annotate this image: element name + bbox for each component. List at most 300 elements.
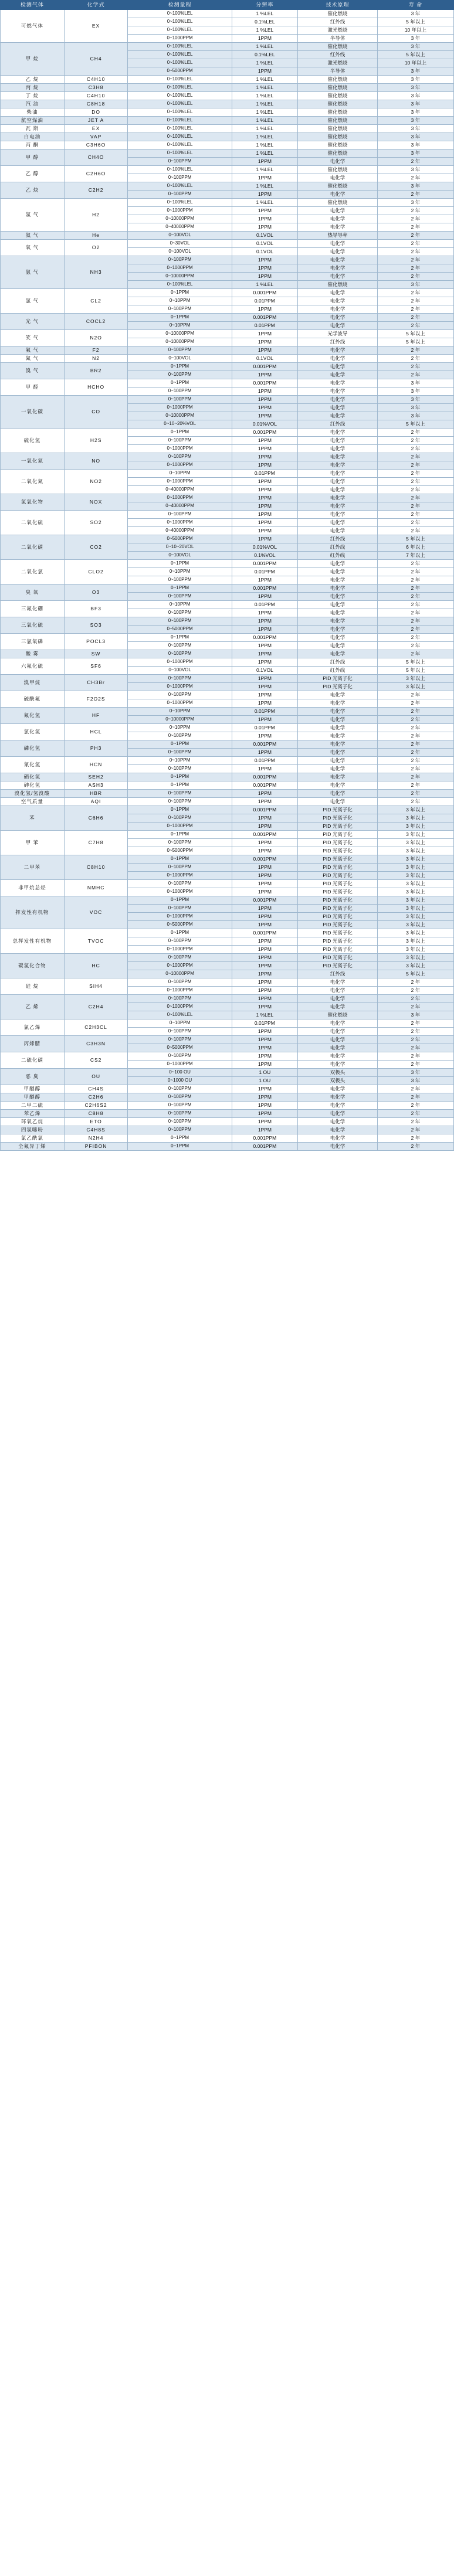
cell-range: 0~100PPM: [128, 1102, 232, 1110]
cell-resolution: 1PPM: [232, 790, 297, 798]
cell-range: 0~100PPM: [128, 765, 232, 773]
cell-formula: SO2: [64, 511, 128, 535]
cell-resolution: 1PPM: [232, 888, 297, 896]
cell-resolution: 1PPM: [232, 593, 297, 601]
cell-resolution: 1PPM: [232, 511, 297, 519]
cell-resolution: 1 %LEL: [232, 125, 297, 133]
cell-formula: C8H10: [64, 855, 128, 880]
cell-gas-name: 氨 气: [1, 256, 65, 289]
cell-technology: PID 光离子化: [298, 683, 378, 691]
cell-life: 2 年: [377, 1143, 453, 1151]
cell-formula: CLO2: [64, 560, 128, 584]
cell-resolution: 1 %LEL: [232, 26, 297, 35]
cell-resolution: 1PPM: [232, 732, 297, 740]
table-row: [1, 1093, 454, 1102]
cell-gas-name: 氢 气: [1, 199, 65, 232]
cell-range: 0~1PPM: [128, 896, 232, 905]
cell-resolution: 1PPM: [232, 388, 297, 396]
cell-technology: 激光燃烧: [298, 26, 378, 35]
cell-life: 3 年: [377, 166, 453, 174]
cell-resolution: 0.1VOL: [232, 355, 297, 363]
cell-life: 3 年: [377, 379, 453, 388]
cell-range: 0~1000PPM: [128, 872, 232, 880]
cell-resolution: 1PPM: [232, 905, 297, 913]
cell-technology: 电化学: [298, 781, 378, 790]
cell-life: 2 年: [377, 511, 453, 519]
table-row: [1, 133, 454, 141]
cell-range: 0~1PPM: [128, 314, 232, 322]
cell-technology: PID 光离子化: [298, 823, 378, 831]
cell-resolution: 1PPM: [232, 626, 297, 634]
cell-gas-name: 砷化氢: [1, 781, 65, 790]
cell-life: 2 年: [377, 765, 453, 773]
cell-range: 0~100%LEL: [128, 166, 232, 174]
cell-life: 3 年以上: [377, 839, 453, 847]
cell-resolution: 1PPM: [232, 642, 297, 650]
cell-gas-name: 汽 油: [1, 100, 65, 108]
cell-formula: NO2: [64, 470, 128, 494]
table-row: [1, 708, 454, 716]
table-row: [1, 166, 454, 174]
cell-resolution: 1PPM: [232, 371, 297, 379]
cell-gas-name: 三氧化硫: [1, 617, 65, 634]
cell-gas-name: 氦 气: [1, 232, 65, 240]
cell-formula: N2: [64, 355, 128, 363]
table-row: [1, 724, 454, 732]
cell-resolution: 1PPM: [232, 995, 297, 1003]
table-row: [1, 117, 454, 125]
cell-resolution: 1PPM: [232, 765, 297, 773]
cell-resolution: 0.001PPM: [232, 781, 297, 790]
cell-life: 5 年以上: [377, 338, 453, 346]
cell-gas-name: 氰化氢: [1, 757, 65, 773]
cell-resolution: 1PPM: [232, 412, 297, 420]
cell-technology: 电化学: [298, 708, 378, 716]
cell-life: 2 年: [377, 1085, 453, 1093]
cell-formula: CO2: [64, 535, 128, 560]
cell-technology: PID 光离子化: [298, 946, 378, 954]
table-row: [1, 1069, 454, 1077]
cell-range: 0~100VOL: [128, 232, 232, 240]
cell-formula: SW: [64, 650, 128, 658]
cell-life: 2 年: [377, 297, 453, 305]
table-row: [1, 634, 454, 642]
cell-range: 0~1PPM: [128, 634, 232, 642]
cell-gas-name: 乙 烯: [1, 995, 65, 1019]
cell-gas-name: 二氧化碳: [1, 535, 65, 560]
cell-range: 0~10PPM: [128, 297, 232, 305]
cell-range: 0~100PPM: [128, 642, 232, 650]
cell-resolution: 0.001PPM: [232, 855, 297, 864]
cell-range: 0~10PPM: [128, 568, 232, 576]
cell-resolution: 1PPM: [232, 872, 297, 880]
cell-resolution: 1PPM: [232, 658, 297, 667]
cell-life: 3 年: [377, 1077, 453, 1085]
cell-technology: PID 光离子化: [298, 806, 378, 814]
cell-gas-name: 甲 烷: [1, 43, 65, 76]
cell-formula: C8H8: [64, 1110, 128, 1118]
table-row: [1, 740, 454, 749]
cell-resolution: 1PPM: [232, 1102, 297, 1110]
cell-technology: 电化学: [298, 314, 378, 322]
table-row: [1, 1085, 454, 1093]
cell-life: 2 年: [377, 461, 453, 470]
cell-resolution: 1PPM: [232, 1126, 297, 1134]
cell-technology: 电化学: [298, 502, 378, 511]
cell-life: 2 年: [377, 1134, 453, 1143]
cell-range: 0~100PPM: [128, 978, 232, 987]
cell-range: 0~1PPM: [128, 363, 232, 371]
cell-resolution: 0.01PPM: [232, 470, 297, 478]
table-row: [1, 108, 454, 117]
cell-technology: 电化学: [298, 1143, 378, 1151]
cell-range: 0~100%LEL: [128, 281, 232, 289]
cell-life: 2 年: [377, 1093, 453, 1102]
cell-range: 0~40000PPM: [128, 223, 232, 232]
cell-range: 0~100PPM: [128, 576, 232, 584]
cell-life: 3 年: [377, 404, 453, 412]
cell-life: 3 年: [377, 199, 453, 207]
cell-range: 0~100%LEL: [128, 51, 232, 59]
cell-formula: SF6: [64, 658, 128, 675]
cell-technology: PID 光离子化: [298, 880, 378, 888]
cell-life: 5 年以上: [377, 667, 453, 675]
cell-gas-name: 可燃气体: [1, 10, 65, 43]
cell-life: 5 年以上: [377, 330, 453, 338]
cell-range: 0~100PPM: [128, 609, 232, 617]
table-row: [1, 346, 454, 355]
cell-gas-name: 航空煤油: [1, 117, 65, 125]
cell-resolution: 1PPM: [232, 946, 297, 954]
cell-range: 0~10PPM: [128, 757, 232, 765]
cell-technology: 电化学: [298, 470, 378, 478]
cell-resolution: 0.001PPM: [232, 1143, 297, 1151]
cell-life: 2 年: [377, 305, 453, 314]
cell-range: 0~100PPM: [128, 864, 232, 872]
cell-life: 2 年: [377, 494, 453, 502]
cell-formula: JET A: [64, 117, 128, 125]
cell-range: 0~10~20%VOL: [128, 420, 232, 429]
cell-range: 0~100PPM: [128, 954, 232, 962]
col-header-gas: 检测气体: [1, 1, 65, 10]
cell-resolution: 1 OU: [232, 1069, 297, 1077]
cell-technology: 催化燃烧: [298, 117, 378, 125]
table-row: [1, 92, 454, 100]
cell-life: 3 年: [377, 149, 453, 158]
cell-technology: 电化学: [298, 388, 378, 396]
cell-range: 0~1PPM: [128, 740, 232, 749]
cell-range: 0~100%LEL: [128, 125, 232, 133]
cell-life: 3 年以上: [377, 675, 453, 683]
cell-formula: He: [64, 232, 128, 240]
cell-resolution: 0.01PPM: [232, 708, 297, 716]
cell-resolution: 1PPM: [232, 864, 297, 872]
cell-life: 3 年以上: [377, 962, 453, 970]
cell-range: 0~100%LEL: [128, 133, 232, 141]
cell-formula: ASH3: [64, 781, 128, 790]
cell-life: 3 年以上: [377, 905, 453, 913]
cell-life: 3 年以上: [377, 954, 453, 962]
cell-life: 3 年: [377, 388, 453, 396]
cell-resolution: 0.001PPM: [232, 896, 297, 905]
table-row: [1, 182, 454, 191]
cell-range: 0~100 OU: [128, 1069, 232, 1077]
col-header-resolution: 分辨率: [232, 1, 297, 10]
cell-life: 2 年: [377, 223, 453, 232]
table-row: [1, 691, 454, 699]
cell-resolution: 1PPM: [232, 1044, 297, 1052]
cell-resolution: 1PPM: [232, 1061, 297, 1069]
table-row: [1, 355, 454, 363]
cell-technology: 电化学: [298, 363, 378, 371]
cell-technology: 红外线: [298, 970, 378, 978]
cell-technology: 电化学: [298, 273, 378, 281]
table-row: [1, 429, 454, 437]
cell-resolution: 1PPM: [232, 338, 297, 346]
table-row: [1, 584, 454, 593]
cell-range: 0~1000PPM: [128, 888, 232, 896]
cell-life: 3 年以上: [377, 806, 453, 814]
cell-technology: 电化学: [298, 978, 378, 987]
cell-life: 3 年以上: [377, 888, 453, 896]
cell-resolution: 1PPM: [232, 67, 297, 76]
cell-life: 3 年以上: [377, 929, 453, 937]
cell-range: 0~100PPM: [128, 511, 232, 519]
cell-range: 0~10000PPM: [128, 273, 232, 281]
cell-resolution: 1PPM: [232, 445, 297, 453]
cell-gas-name: 一氧化碳: [1, 396, 65, 429]
cell-resolution: 1PPM: [232, 478, 297, 486]
cell-life: 2 年: [377, 470, 453, 478]
table-row: [1, 995, 454, 1003]
cell-resolution: 0.001PPM: [232, 773, 297, 781]
cell-resolution: 1PPM: [232, 264, 297, 273]
cell-resolution: 0.001PPM: [232, 584, 297, 593]
cell-technology: 热导导率: [298, 232, 378, 240]
table-row: [1, 773, 454, 781]
cell-gas-name: 溴甲烷: [1, 675, 65, 691]
table-row: [1, 1126, 454, 1134]
cell-gas-name: 氮氧化物: [1, 494, 65, 511]
cell-gas-name: 柴油: [1, 108, 65, 117]
cell-formula: N2H4: [64, 1134, 128, 1143]
cell-gas-name: 臭 氧: [1, 584, 65, 601]
cell-formula: ETO: [64, 1118, 128, 1126]
cell-range: 0~100PPM: [128, 396, 232, 404]
cell-range: 0~10000PPM: [128, 215, 232, 223]
cell-life: 2 年: [377, 724, 453, 732]
cell-resolution: 1 %LEL: [232, 43, 297, 51]
cell-gas-name: 光 气: [1, 314, 65, 330]
cell-resolution: 1PPM: [232, 437, 297, 445]
cell-resolution: 1PPM: [232, 814, 297, 823]
cell-technology: PID 光离子化: [298, 814, 378, 823]
cell-resolution: 1PPM: [232, 1003, 297, 1011]
cell-range: 0~5000PPM: [128, 1044, 232, 1052]
table-row: [1, 855, 454, 864]
cell-gas-name: 氯 气: [1, 289, 65, 314]
cell-range: 0~100PPM: [128, 1118, 232, 1126]
cell-resolution: 1PPM: [232, 847, 297, 855]
cell-range: 0~1PPM: [128, 929, 232, 937]
table-row: [1, 141, 454, 149]
cell-range: 0~10PPM: [128, 470, 232, 478]
cell-range: 0~1PPM: [128, 806, 232, 814]
cell-gas-name: 空气质量: [1, 798, 65, 806]
cell-technology: 催化燃烧: [298, 166, 378, 174]
cell-formula: C4H10: [64, 76, 128, 84]
cell-resolution: 1PPM: [232, 576, 297, 584]
cell-life: 2 年: [377, 634, 453, 642]
cell-range: 0~100VOL: [128, 248, 232, 256]
cell-range: 0~1000PPM: [128, 1061, 232, 1069]
cell-range: 0~1000PPM: [128, 699, 232, 708]
cell-range: 0~100PPM: [128, 191, 232, 199]
cell-technology: 电化学: [298, 445, 378, 453]
cell-range: 0~1PPM: [128, 429, 232, 437]
cell-technology: 光学波导: [298, 330, 378, 338]
cell-resolution: 1 %LEL: [232, 182, 297, 191]
cell-life: 2 年: [377, 740, 453, 749]
cell-technology: 电化学: [298, 757, 378, 765]
cell-life: 2 年: [377, 699, 453, 708]
cell-technology: PID 光离子化: [298, 954, 378, 962]
table-row: [1, 1036, 454, 1044]
table-body: [1, 10, 454, 1151]
cell-gas-name: 一氧化氮: [1, 453, 65, 470]
cell-life: 3 年: [377, 125, 453, 133]
cell-life: 3 年: [377, 100, 453, 108]
cell-life: 2 年: [377, 601, 453, 609]
cell-resolution: 0.001PPM: [232, 634, 297, 642]
cell-life: 5 年以上: [377, 658, 453, 667]
cell-resolution: 1PPM: [232, 921, 297, 929]
cell-technology: 电化学: [298, 371, 378, 379]
cell-life: 10 年以上: [377, 26, 453, 35]
cell-range: 0~100%LEL: [128, 108, 232, 117]
cell-range: 0~1PPM: [128, 289, 232, 297]
cell-range: 0~1000PPM: [128, 962, 232, 970]
cell-technology: 电化学: [298, 289, 378, 297]
cell-range: 0~100%LEL: [128, 59, 232, 67]
cell-resolution: 1 %LEL: [232, 199, 297, 207]
cell-range: 0~100%LEL: [128, 149, 232, 158]
cell-range: 0~30VOL: [128, 240, 232, 248]
cell-technology: PID 光离子化: [298, 929, 378, 937]
cell-range: 0~1PPM: [128, 831, 232, 839]
cell-technology: 电化学: [298, 749, 378, 757]
cell-technology: 电化学: [298, 1118, 378, 1126]
cell-life: 2 年: [377, 716, 453, 724]
cell-gas-name: 溴 气: [1, 363, 65, 379]
cell-life: 2 年: [377, 429, 453, 437]
cell-life: 2 年: [377, 191, 453, 199]
cell-resolution: 1 %LEL: [232, 141, 297, 149]
cell-range: 0~10PPM: [128, 322, 232, 330]
cell-technology: 催化燃烧: [298, 43, 378, 51]
cell-technology: 激光燃烧: [298, 59, 378, 67]
cell-technology: 电化学: [298, 355, 378, 363]
cell-gas-name: 二甲苯: [1, 855, 65, 880]
cell-range: 0~100PPM: [128, 617, 232, 626]
cell-technology: 红外线: [298, 667, 378, 675]
cell-gas-name: 二氧化氮: [1, 470, 65, 494]
cell-range: 0~5000PPM: [128, 847, 232, 855]
cell-range: 0~10000PPM: [128, 330, 232, 338]
cell-range: 0~100%LEL: [128, 10, 232, 18]
cell-formula: NMHC: [64, 880, 128, 896]
cell-resolution: 1 %LEL: [232, 1011, 297, 1019]
cell-gas-name: 丁 烷: [1, 92, 65, 100]
cell-formula: C4H8S: [64, 1126, 128, 1134]
cell-technology: 催化燃烧: [298, 84, 378, 92]
cell-life: 2 年: [377, 642, 453, 650]
cell-technology: 电化学: [298, 609, 378, 617]
cell-technology: 红外线: [298, 535, 378, 543]
cell-technology: 电化学: [298, 346, 378, 355]
cell-technology: 电化学: [298, 560, 378, 568]
cell-range: 0~100%LEL: [128, 141, 232, 149]
spec-table: [0, 0, 454, 1151]
table-row: [1, 199, 454, 207]
cell-resolution: 0.1%VOL: [232, 552, 297, 560]
cell-technology: 电化学: [298, 453, 378, 461]
cell-range: 0~1000PPM: [128, 404, 232, 412]
cell-resolution: 1 %LEL: [232, 108, 297, 117]
cell-resolution: 1PPM: [232, 215, 297, 223]
cell-resolution: 0.01PPM: [232, 1019, 297, 1028]
cell-life: 2 年: [377, 691, 453, 699]
cell-range: 0~100PPM: [128, 305, 232, 314]
cell-range: 0~1000PPM: [128, 35, 232, 43]
cell-formula: SIH4: [64, 978, 128, 995]
cell-technology: 催化燃烧: [298, 100, 378, 108]
cell-technology: PID 光离子化: [298, 888, 378, 896]
cell-formula: POCL3: [64, 634, 128, 650]
cell-range: 0~1000PPM: [128, 478, 232, 486]
cell-technology: PID 光离子化: [298, 937, 378, 946]
cell-gas-name: 甲 苯: [1, 831, 65, 855]
cell-technology: PID 光离子化: [298, 896, 378, 905]
cell-resolution: 1PPM: [232, 749, 297, 757]
cell-gas-name: 丙烯腈: [1, 1036, 65, 1052]
cell-formula: F2: [64, 346, 128, 355]
cell-resolution: 1PPM: [232, 1118, 297, 1126]
cell-life: 2 年: [377, 314, 453, 322]
cell-life: 3 年以上: [377, 872, 453, 880]
cell-technology: 电化学: [298, 264, 378, 273]
cell-gas-name: 氮 气: [1, 355, 65, 363]
cell-life: 2 年: [377, 519, 453, 527]
cell-resolution: 1PPM: [232, 174, 297, 182]
cell-life: 2 年: [377, 650, 453, 658]
cell-life: 2 年: [377, 322, 453, 330]
cell-range: 0~100PPM: [128, 814, 232, 823]
cell-formula: F2O2S: [64, 691, 128, 708]
cell-life: 5 年以上: [377, 535, 453, 543]
cell-range: 0~1PPM: [128, 584, 232, 593]
cell-resolution: 1PPM: [232, 937, 297, 946]
cell-gas-name: 氟 气: [1, 346, 65, 355]
cell-technology: 半导体: [298, 67, 378, 76]
cell-life: 2 年: [377, 478, 453, 486]
cell-resolution: 0.01PPM: [232, 322, 297, 330]
table-row: [1, 978, 454, 987]
cell-life: 2 年: [377, 502, 453, 511]
cell-technology: 红外线: [298, 51, 378, 59]
cell-range: 0~1000PPM: [128, 683, 232, 691]
cell-resolution: 1PPM: [232, 699, 297, 708]
